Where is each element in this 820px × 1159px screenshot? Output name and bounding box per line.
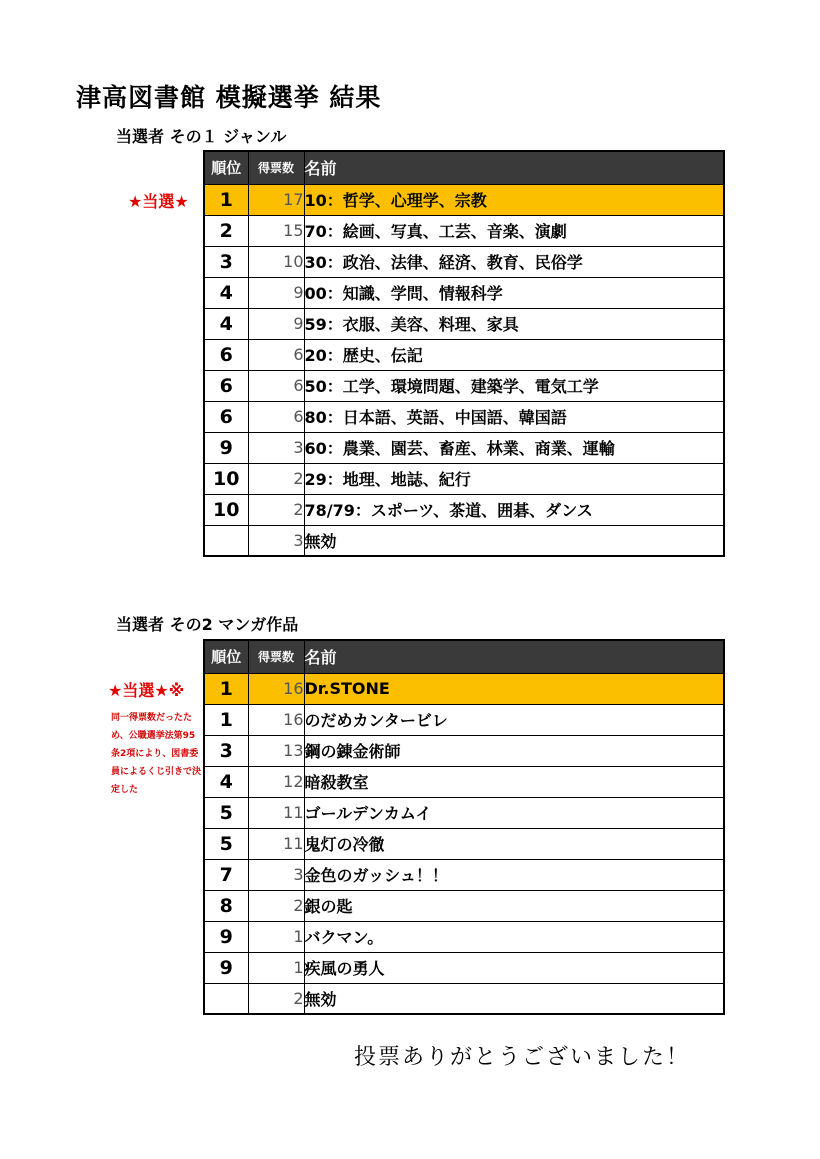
votes-cell: 9 <box>248 277 304 308</box>
votes-cell: 17 <box>248 184 304 215</box>
votes-column-header: 得票数 <box>248 640 304 673</box>
votes-cell: 3 <box>248 525 304 556</box>
rank-cell: 7 <box>204 859 248 890</box>
name-cell: 50：工学、環境問題、建築学、電気工学 <box>304 370 724 401</box>
rank-cell: 1 <box>204 184 248 215</box>
name-cell: 70：絵画、写真、工芸、音楽、演劇 <box>304 215 724 246</box>
rank-cell: 1 <box>204 704 248 735</box>
name-cell: 80：日本語、英語、中国語、韓国語 <box>304 401 724 432</box>
votes-cell: 12 <box>248 766 304 797</box>
table-row <box>204 797 724 828</box>
rank-cell: 10 <box>204 494 248 525</box>
table-row <box>204 921 724 952</box>
name-cell: 00：知識、学問、情報科学 <box>304 277 724 308</box>
votes-cell: 6 <box>248 401 304 432</box>
name-cell: 金色のガッシュ！！ <box>304 859 724 890</box>
rank-cell: 6 <box>204 370 248 401</box>
rank-cell: 4 <box>204 308 248 339</box>
name-cell: 30：政治、法律、経済、教育、民俗学 <box>304 246 724 277</box>
table-row <box>204 952 724 983</box>
name-cell: 無効 <box>304 983 724 1014</box>
rank-cell: 3 <box>204 246 248 277</box>
genre-results-table <box>203 150 725 557</box>
section2-heading: 当選者 その2 マンガ作品 <box>116 615 299 634</box>
votes-cell: 16 <box>248 673 304 704</box>
name-cell: 60：農業、園芸、畜産、林業、商業、運輸 <box>304 432 724 463</box>
votes-cell: 9 <box>248 308 304 339</box>
name-cell: 銀の匙 <box>304 890 724 921</box>
rank-cell: 6 <box>204 401 248 432</box>
table-row <box>204 246 724 277</box>
rank-cell: 4 <box>204 277 248 308</box>
table-row <box>204 401 724 432</box>
name-cell: 59：衣服、美容、料理、家具 <box>304 308 724 339</box>
votes-cell: 16 <box>248 704 304 735</box>
tie-break-note: 同一得票数だったため、公職選挙法第95条2項により、図書委員によるくじ引きで決定した <box>111 713 202 795</box>
manga-results-table <box>203 639 725 1015</box>
votes-column-header: 得票数 <box>248 151 304 184</box>
name-cell: 10：哲学、心理学、宗教 <box>304 184 724 215</box>
votes-cell: 2 <box>248 983 304 1014</box>
votes-cell: 6 <box>248 370 304 401</box>
votes-cell: 3 <box>248 859 304 890</box>
name-cell: 鋼の錬金術師 <box>304 735 724 766</box>
table-row <box>204 463 724 494</box>
table-row <box>204 983 724 1014</box>
votes-cell: 2 <box>248 463 304 494</box>
rank-cell: 9 <box>204 952 248 983</box>
name-cell: 暗殺教室 <box>304 766 724 797</box>
rank-column-header: 順位 <box>204 151 248 184</box>
rank-cell: 4 <box>204 766 248 797</box>
table-row <box>204 277 724 308</box>
rank-cell: 9 <box>204 432 248 463</box>
table-row <box>204 890 724 921</box>
votes-cell: 11 <box>248 797 304 828</box>
name-cell: バクマン。 <box>304 921 724 952</box>
rank-cell <box>204 525 248 556</box>
table-row <box>204 432 724 463</box>
winner-label-2: ★当選★※ <box>108 681 185 700</box>
name-cell: 20：歴史、伝記 <box>304 339 724 370</box>
name-cell: 無効 <box>304 525 724 556</box>
name-cell: Dr.STONE <box>304 673 724 704</box>
table-header-row <box>204 640 724 673</box>
name-column-header: 名前 <box>304 151 724 184</box>
table-row <box>204 308 724 339</box>
name-cell: 鬼灯の冷徹 <box>304 828 724 859</box>
votes-cell: 15 <box>248 215 304 246</box>
rank-cell: 10 <box>204 463 248 494</box>
votes-cell: 2 <box>248 890 304 921</box>
name-cell: ゴールデンカムイ <box>304 797 724 828</box>
table-row <box>204 525 724 556</box>
rank-cell: 3 <box>204 735 248 766</box>
section1-heading: 当選者 その１ ジャンル <box>116 127 287 146</box>
rank-column-header: 順位 <box>204 640 248 673</box>
winner-row <box>204 673 724 704</box>
name-column-header: 名前 <box>304 640 724 673</box>
winner-row <box>204 184 724 215</box>
page-title: 津高図書館 模擬選挙 結果 <box>76 83 382 112</box>
table-row <box>204 859 724 890</box>
rank-cell: 9 <box>204 921 248 952</box>
votes-cell: 13 <box>248 735 304 766</box>
table-row <box>204 370 724 401</box>
name-cell: 29：地理、地誌、紀行 <box>304 463 724 494</box>
votes-cell: 6 <box>248 339 304 370</box>
name-cell: のだめカンタービレ <box>304 704 724 735</box>
votes-cell: 1 <box>248 952 304 983</box>
table-row <box>204 828 724 859</box>
table-row <box>204 339 724 370</box>
votes-cell: 1 <box>248 921 304 952</box>
name-cell: 78/79：スポーツ、茶道、囲碁、ダンス <box>304 494 724 525</box>
table-row <box>204 494 724 525</box>
rank-cell <box>204 983 248 1014</box>
winner-label-1: ★当選★ <box>128 192 189 211</box>
votes-cell: 3 <box>248 432 304 463</box>
rank-cell: 6 <box>204 339 248 370</box>
table-row <box>204 766 724 797</box>
rank-cell: 5 <box>204 828 248 859</box>
table-row <box>204 704 724 735</box>
rank-cell: 8 <box>204 890 248 921</box>
table-header-row <box>204 151 724 184</box>
votes-cell: 11 <box>248 828 304 859</box>
thank-you-message: 投票ありがとうございました！ <box>354 1045 691 1070</box>
votes-cell: 2 <box>248 494 304 525</box>
rank-cell: 1 <box>204 673 248 704</box>
name-cell: 疾風の勇人 <box>304 952 724 983</box>
votes-cell: 10 <box>248 246 304 277</box>
rank-cell: 2 <box>204 215 248 246</box>
rank-cell: 5 <box>204 797 248 828</box>
table-row <box>204 735 724 766</box>
table-row <box>204 215 724 246</box>
